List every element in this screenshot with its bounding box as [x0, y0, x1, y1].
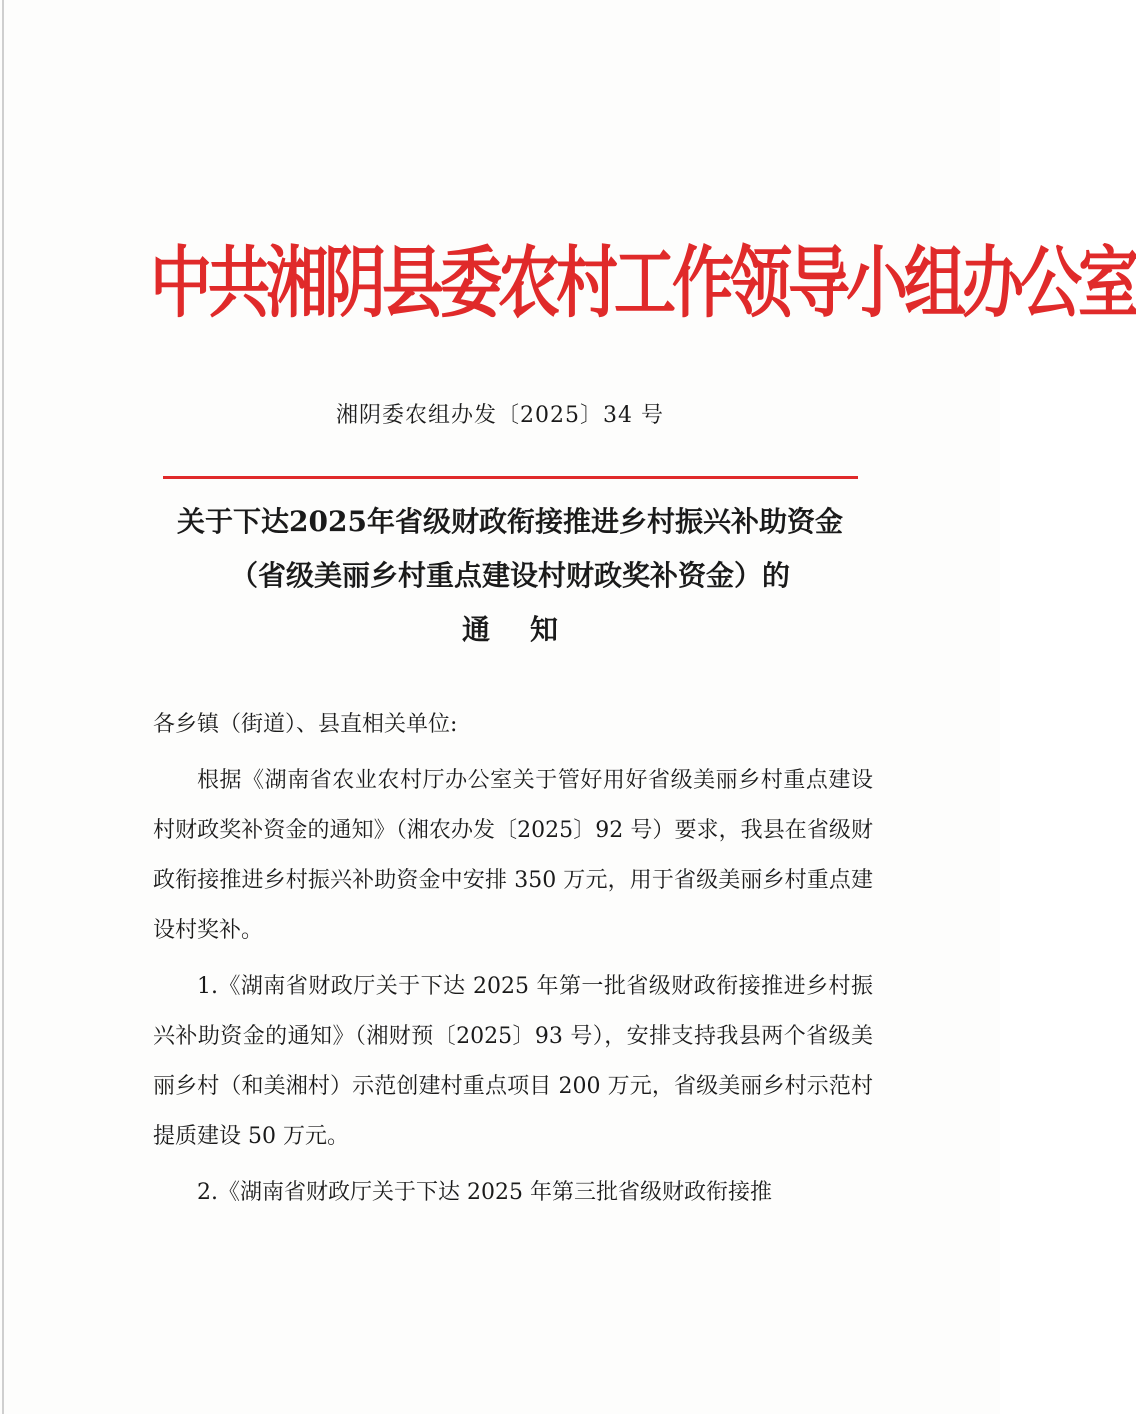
- title-line-3: 通知: [461, 613, 598, 646]
- organization-header: 中共湘阴县委农村工作领导小组办公室: [150, 236, 1136, 328]
- document-number: 湘阴委农组办发〔2025〕34 号: [336, 403, 664, 428]
- document-title: [140, 495, 880, 657]
- addressee: 各乡镇（街道）、县直相关单位:: [153, 712, 458, 737]
- red-divider-line: [163, 476, 858, 479]
- paragraph-2: 1.《湖南省财政厅关于下达 2025 年第一批省级财政衔接推进乡村振兴补助资金的通知》（湘财预〔2025〕93 号），安排支持我县两个省级美丽乡村（和美湘村）示范创建村重点项目 200 万元，省级美丽乡村示范村提质建设 50 万元。: [153, 974, 873, 1149]
- title-line-2: （省级美丽乡村重点建设村财政奖补资金）的: [229, 559, 790, 592]
- scan-edge: [2, 0, 4, 1414]
- paragraph-3: 2.《湖南省财政厅关于下达 2025 年第三批省级财政衔接推: [197, 1180, 772, 1205]
- paragraph-1: 根据《湖南省农业农村厅办公室关于管好用好省级美丽乡村重点建设村财政奖补资金的通知》（湘农办发〔2025〕92 号）要求，我县在省级财政衔接推进乡村振兴补助资金中安排 350 万元，用于省级美丽乡村重点建设村奖补。: [153, 768, 873, 943]
- document-body: [153, 700, 873, 1224]
- title-line-1: 关于下达2025年省级财政衔接推进乡村振兴补助资金: [177, 505, 843, 538]
